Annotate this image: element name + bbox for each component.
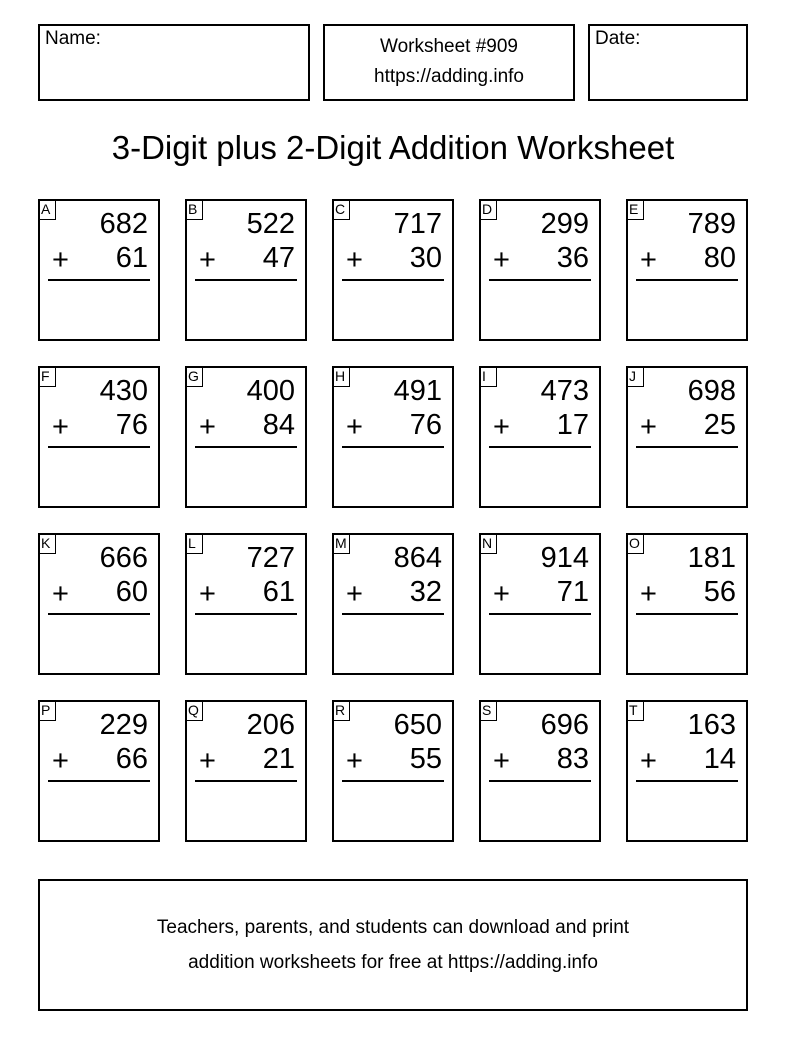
page-title: 3-Digit plus 2-Digit Addition Worksheet bbox=[111, 129, 675, 166]
plus-sign: + bbox=[52, 578, 69, 610]
worksheet-url: https://adding.info bbox=[374, 66, 524, 87]
problem-letter: E bbox=[626, 199, 644, 220]
plus-sign: + bbox=[199, 578, 216, 610]
problem-letter: S bbox=[479, 700, 497, 721]
problem-card[interactable] bbox=[626, 199, 748, 341]
problem-card[interactable] bbox=[38, 700, 160, 842]
bottom-addend: 71 bbox=[556, 576, 589, 608]
bottom-addend: 17 bbox=[556, 409, 589, 441]
problem-card[interactable] bbox=[185, 533, 307, 675]
plus-sign: + bbox=[346, 745, 363, 777]
problem-letter: I bbox=[479, 366, 497, 387]
problem-letter: F bbox=[38, 366, 56, 387]
problem-letter: P bbox=[38, 700, 56, 721]
top-addend: 682 bbox=[99, 208, 148, 240]
problem-letter: N bbox=[479, 533, 497, 554]
plus-sign: + bbox=[640, 578, 657, 610]
problem-card[interactable] bbox=[38, 533, 160, 675]
top-addend: 299 bbox=[540, 208, 589, 240]
answer-line bbox=[48, 780, 150, 782]
problem-letter: A bbox=[38, 199, 56, 220]
top-addend: 914 bbox=[540, 542, 589, 574]
bottom-addend: 32 bbox=[409, 576, 442, 608]
top-addend: 666 bbox=[99, 542, 148, 574]
problem-letter: L bbox=[185, 533, 203, 554]
answer-line bbox=[489, 279, 591, 281]
plus-sign: + bbox=[493, 244, 510, 276]
bottom-addend: 56 bbox=[703, 576, 736, 608]
answer-line bbox=[636, 279, 738, 281]
plus-sign: + bbox=[346, 411, 363, 443]
footer-line-2: addition worksheets for free at https://adding.info bbox=[188, 952, 598, 973]
bottom-addend: 61 bbox=[262, 576, 295, 608]
name-label: Name: bbox=[45, 28, 101, 49]
problem-letter: T bbox=[626, 700, 644, 721]
answer-line bbox=[489, 446, 591, 448]
answer-line bbox=[342, 279, 444, 281]
answer-line bbox=[195, 279, 297, 281]
plus-sign: + bbox=[493, 411, 510, 443]
top-addend: 717 bbox=[393, 208, 442, 240]
answer-line bbox=[48, 279, 150, 281]
bottom-addend: 60 bbox=[115, 576, 148, 608]
bottom-addend: 36 bbox=[556, 242, 589, 274]
plus-sign: + bbox=[640, 244, 657, 276]
bottom-addend: 83 bbox=[556, 743, 589, 775]
top-addend: 522 bbox=[246, 208, 295, 240]
bottom-addend: 76 bbox=[115, 409, 148, 441]
date-label: Date: bbox=[595, 28, 641, 49]
bottom-addend: 14 bbox=[703, 743, 736, 775]
problem-letter: O bbox=[626, 533, 644, 554]
top-addend: 206 bbox=[246, 709, 295, 741]
worksheet-number: Worksheet #909 bbox=[379, 36, 518, 57]
answer-line bbox=[48, 446, 150, 448]
plus-sign: + bbox=[199, 745, 216, 777]
answer-line bbox=[48, 613, 150, 615]
plus-sign: + bbox=[493, 578, 510, 610]
problem-card[interactable] bbox=[185, 199, 307, 341]
plus-sign: + bbox=[199, 244, 216, 276]
answer-line bbox=[636, 446, 738, 448]
bottom-addend: 21 bbox=[262, 743, 295, 775]
problem-card[interactable] bbox=[332, 199, 454, 341]
plus-sign: + bbox=[346, 578, 363, 610]
problem-card[interactable] bbox=[185, 366, 307, 508]
answer-line bbox=[195, 780, 297, 782]
answer-line bbox=[636, 780, 738, 782]
top-addend: 696 bbox=[540, 709, 589, 741]
problem-card[interactable] bbox=[626, 700, 748, 842]
problem-card[interactable] bbox=[479, 700, 601, 842]
problem-card[interactable] bbox=[332, 366, 454, 508]
top-addend: 181 bbox=[687, 542, 736, 574]
problem-card[interactable] bbox=[626, 533, 748, 675]
top-addend: 473 bbox=[540, 375, 589, 407]
problem-letter: G bbox=[185, 366, 203, 387]
problem-letter: K bbox=[38, 533, 56, 554]
bottom-addend: 55 bbox=[409, 743, 442, 775]
bottom-addend: 84 bbox=[262, 409, 295, 441]
problem-card[interactable] bbox=[626, 366, 748, 508]
plus-sign: + bbox=[52, 244, 69, 276]
plus-sign: + bbox=[52, 745, 69, 777]
top-addend: 430 bbox=[99, 375, 148, 407]
answer-line bbox=[195, 613, 297, 615]
bottom-addend: 30 bbox=[409, 242, 442, 274]
problem-card[interactable] bbox=[479, 533, 601, 675]
top-addend: 229 bbox=[99, 709, 148, 741]
problem-letter: B bbox=[185, 199, 203, 220]
problem-card[interactable] bbox=[479, 366, 601, 508]
top-addend: 163 bbox=[687, 709, 736, 741]
problem-letter: J bbox=[626, 366, 644, 387]
plus-sign: + bbox=[493, 745, 510, 777]
problem-letter: H bbox=[332, 366, 350, 387]
answer-line bbox=[489, 780, 591, 782]
bottom-addend: 76 bbox=[409, 409, 442, 441]
bottom-addend: 66 bbox=[115, 743, 148, 775]
problem-letter: C bbox=[332, 199, 350, 220]
top-addend: 698 bbox=[687, 375, 736, 407]
plus-sign: + bbox=[640, 745, 657, 777]
answer-line bbox=[489, 613, 591, 615]
top-addend: 650 bbox=[393, 709, 442, 741]
bottom-addend: 61 bbox=[115, 242, 148, 274]
problem-letter: D bbox=[479, 199, 497, 220]
answer-line bbox=[636, 613, 738, 615]
problem-card[interactable] bbox=[332, 533, 454, 675]
bottom-addend: 25 bbox=[703, 409, 736, 441]
top-addend: 400 bbox=[246, 375, 295, 407]
answer-line bbox=[342, 446, 444, 448]
footer-line-1: Teachers, parents, and students can download and print bbox=[156, 917, 630, 938]
problem-letter: Q bbox=[185, 700, 203, 721]
problem-card[interactable] bbox=[38, 199, 160, 341]
top-addend: 727 bbox=[246, 542, 295, 574]
footer-box bbox=[38, 879, 748, 1011]
top-addend: 789 bbox=[687, 208, 736, 240]
top-addend: 864 bbox=[393, 542, 442, 574]
answer-line bbox=[342, 613, 444, 615]
top-addend: 491 bbox=[393, 375, 442, 407]
problem-card[interactable] bbox=[332, 700, 454, 842]
bottom-addend: 80 bbox=[703, 242, 736, 274]
answer-line bbox=[195, 446, 297, 448]
problem-card[interactable] bbox=[185, 700, 307, 842]
plus-sign: + bbox=[346, 244, 363, 276]
answer-line bbox=[342, 780, 444, 782]
problem-letter: M bbox=[332, 533, 350, 554]
plus-sign: + bbox=[199, 411, 216, 443]
problem-letter: R bbox=[332, 700, 350, 721]
problem-card[interactable] bbox=[479, 199, 601, 341]
bottom-addend: 47 bbox=[262, 242, 295, 274]
plus-sign: + bbox=[52, 411, 69, 443]
plus-sign: + bbox=[640, 411, 657, 443]
problem-card[interactable] bbox=[38, 366, 160, 508]
